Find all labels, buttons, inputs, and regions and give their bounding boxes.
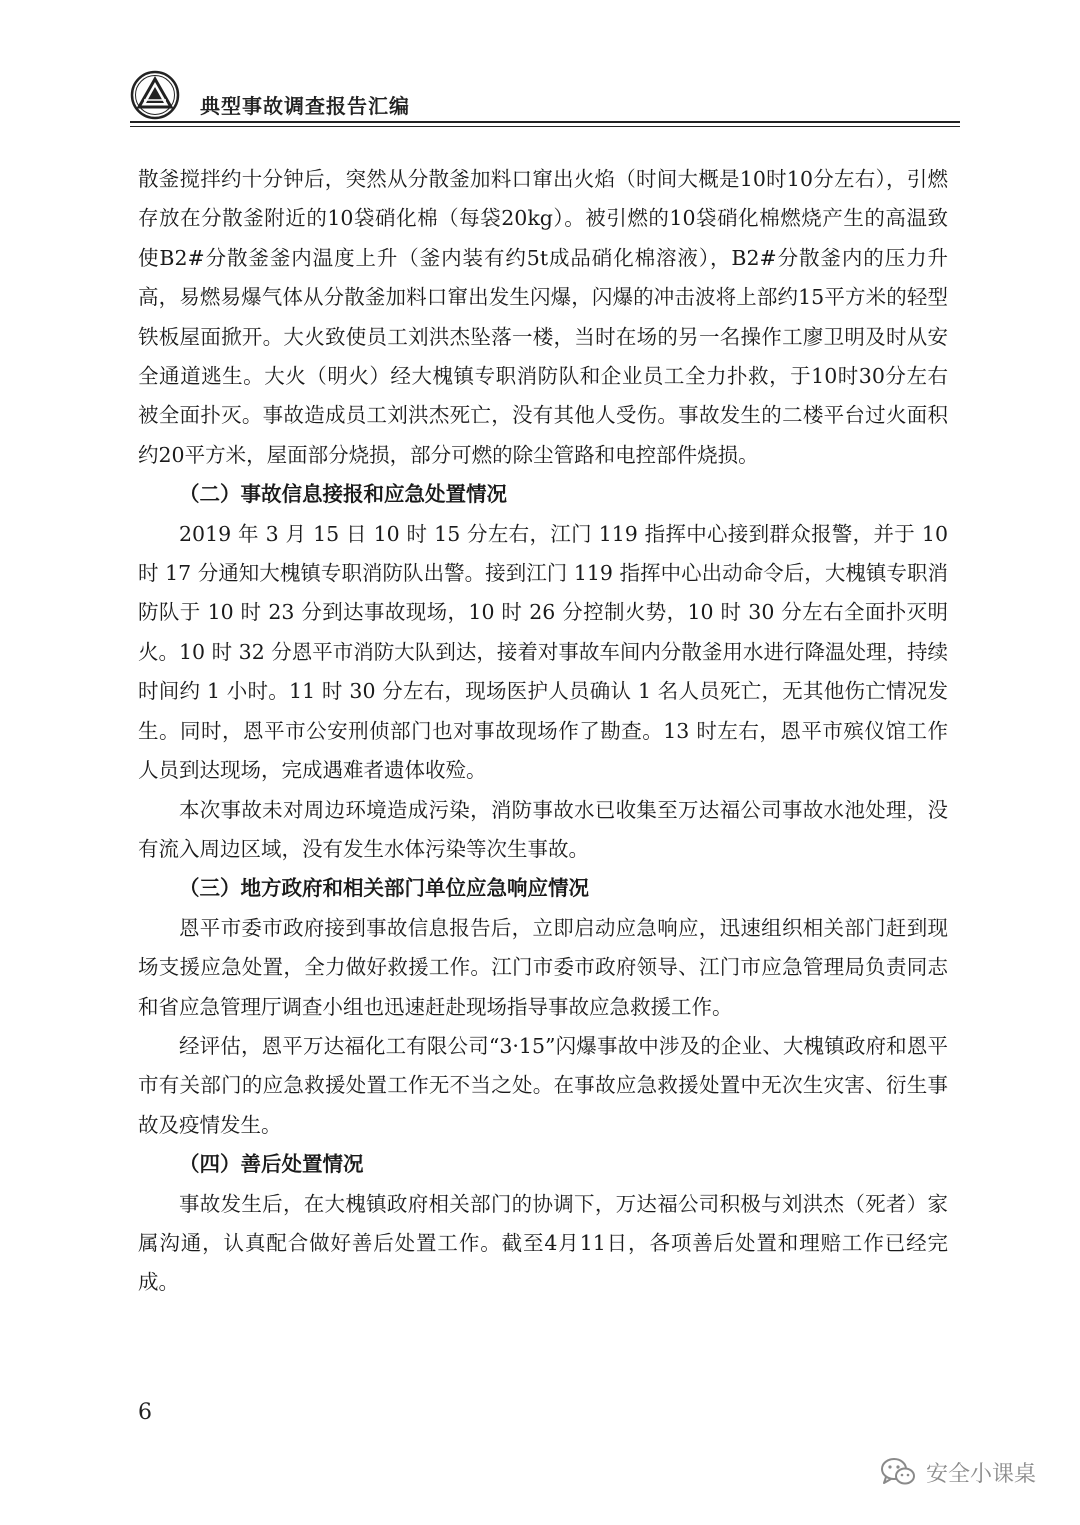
- paragraph-3: 本次事故未对周边环境造成污染，消防事故水已收集至万达福公司事故水池处理，没有流入周边区域，没有发生水体污染等次生事故。: [138, 797, 948, 861]
- page-number: 6: [138, 1400, 152, 1425]
- page-header: [130, 70, 960, 122]
- paragraph-4: 恩平市委市政府接到事故信息报告后，立即启动应急响应，迅速组织相关部门赶到现场支援应急处置，全力做好救援工作。江门市委市政府领导、江门市应急管理局负责同志和省应急管理厅调查小组也迅速赶赴现场指导事故应急救援工作。: [138, 915, 948, 1019]
- triangle-emblem-icon: [130, 70, 180, 120]
- header-title: 典型事故调查报告汇编: [200, 94, 410, 118]
- header-rule: [130, 121, 960, 123]
- watermark: [880, 1454, 1036, 1490]
- section-heading-3: （三）地方政府和相关部门单位应急响应情况: [179, 876, 589, 901]
- watermark-text: 安全小课桌: [925, 1461, 1036, 1487]
- section-heading-2: （二）事故信息接报和应急处置情况: [179, 482, 507, 507]
- wechat-icon: [880, 1457, 916, 1487]
- paragraph-1: 散釜搅拌约十分钟后，突然从分散釜加料口窜出火焰（时间大概是10时10分左右），引燃存放在分散釜附近的10袋硝化棉（每袋20kg）。被引燃的10袋硝化棉燃烧产生的高温致使B2#分散釜釜内温度上升（釜内装有约5t成品硝化棉溶液），B2#分散釜内的压力升高，易燃易爆气体从分散釜加料口窜出发生闪爆，闪爆的冲击波将上部约15平方米的轻型铁板屋面掀开。大火致使员工刘洪杰坠落一楼，当时在场的另一名操作工廖卫明及时从安全通道逃生。大火（明火）经大槐镇专职消防队和企业员工全力扑救，于10时30分左右被全面扑灭。事故造成员工刘洪杰死亡，没有其他人受伤。事故发生的二楼平台过火面积约20平方米，屋面部分烧损，部分可燃的除尘管路和电控部件烧损。: [138, 167, 948, 467]
- paragraph-6: 事故发生后，在大槐镇政府相关部门的协调下，万达福公司积极与刘洪杰（死者）家属沟通，认真配合做好善后处置工作。截至4月11日，各项善后处置和理赔工作已经完成。: [138, 1191, 948, 1295]
- document-body: [138, 160, 948, 1303]
- header-rule-thin: [130, 126, 960, 127]
- section-heading-4: （四）善后处置情况: [179, 1152, 364, 1177]
- paragraph-5: 经评估，恩平万达福化工有限公司“3·15”闪爆事故中涉及的企业、大槐镇政府和恩平市有关部门的应急救援处置工作无不当之处。在事故应急救援处置中无次生灾害、衍生事故及疫情发生。: [138, 1033, 948, 1137]
- paragraph-2: 2019 年 3 月 15 日 10 时 15 分左右，江门 119 指挥中心接到群众报警，并于 10 时 17 分通知大槐镇专职消防队出警。接到江门 119 指挥中心出动命令后，大槐镇专职消防队于 10 时 23 分到达事故现场，10 时 26 分控制火势，10 时 30 分左右全面扑灭明火。10 时 32 分恩平市消防大队到达，接着对事故车间内分散釜用水进行降温处理，持续时间约 1 小时。11 时 30 分左右，现场医护人员确认 1 名人员死亡，无其他伤亡情况发生。同时，恩平市公安刑侦部门也对事故现场作了勘查。13 时左右，恩平市殡仪馆工作人员到达现场，完成遇难者遗体收殓。: [138, 521, 948, 783]
